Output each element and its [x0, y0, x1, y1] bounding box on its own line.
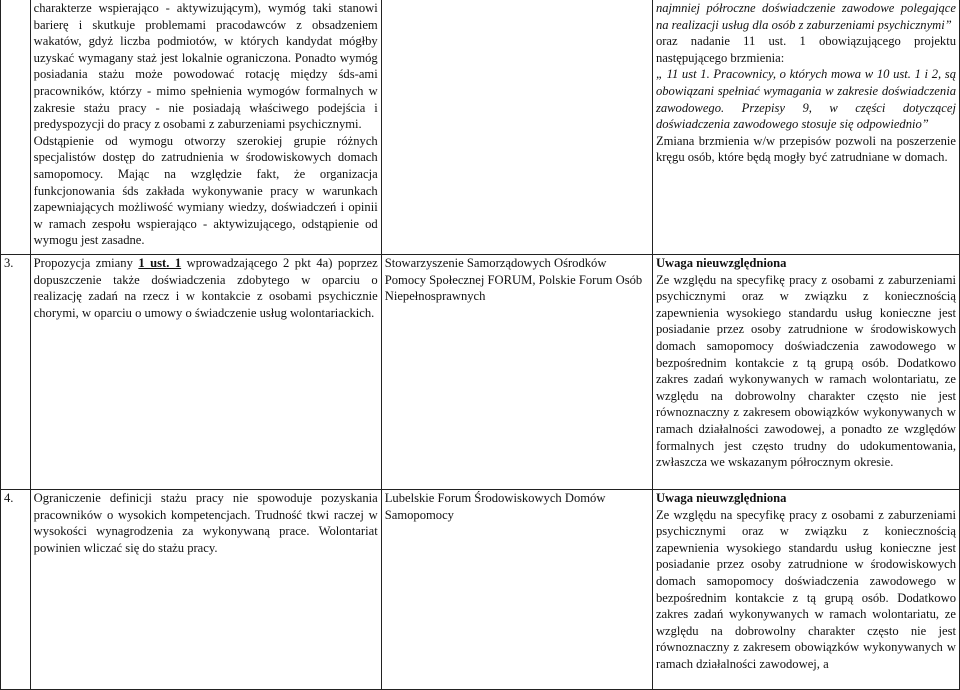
remark-cell: Ograniczenie definicji stażu pracy nie spowoduje pozyskania pracowników o wysokich kompetencjach. Trudność tkwi raczej w wysokości wynagrodzenia za wykonywaną prace. Wolontariat powinien wliczać się do stażu pracy.: [30, 490, 381, 690]
status-heading: Uwaga nieuwzględniona: [655, 491, 787, 505]
row-number: 4.: [1, 490, 31, 690]
response-text: oraz nadanie 11 ust. 1 obowiązującego projektu następującego brzmienia:: [655, 34, 956, 65]
remark-cell: [30, 0, 381, 255]
remark-text: wprowadzającego 2 pkt 4a) poprzez dopuszczenie także doświadczenia zdobytego w oparciu o realizację zadań na rzecz i w kontakcie z osobami psychicznie chorymi, w oparciu o umowy o świadczenie usług wolontariackich.: [33, 256, 378, 320]
table-row: [1, 490, 960, 690]
provision-reference: 1 ust. 1: [138, 256, 182, 270]
submitter-cell: Stowarzyszenie Samorządowych Ośrodków Pomocy Społecznej FORUM, Polskie Forum Osób Niepełnosprawnych: [381, 255, 652, 490]
response-cell: [652, 255, 959, 490]
submitter-cell: Lubelskie Forum Środowiskowych Domów Samopomocy: [381, 490, 652, 690]
table-row: [1, 0, 960, 255]
response-text: Zmiana brzmienia w/w przepisów pozwoli na poszerzenie kręgu osób, które będą mogły być zatrudniane w domach.: [655, 133, 956, 165]
row-number: [1, 0, 31, 255]
submitter-cell: [381, 0, 652, 255]
status-heading: Uwaga nieuwzględniona: [655, 256, 787, 270]
remark-text: Propozycja zmiany: [33, 256, 133, 270]
table-row: [1, 255, 960, 490]
quoted-provision: „ 11 ust 1. Pracownicy, o których mowa w 10 ust. 1 i 2, są obowiązani spełniać wymagania w zakresie doświadczenia zawodowego. Przepisy 9, w części dotyczącej doświadczenia zawodowego stosuje się odpowiednio”: [655, 67, 956, 132]
response-cell: [652, 0, 959, 255]
remark-paragraph: charakterze wspierająco - aktywizującym), wymóg taki stanowi barierę i skutkuje problemami pracodawców z obsadzeniem wakatów, gdyż liczba podmiotów, w których kandydat mógłby uzyskać wymagany staż jest lokalnie ograniczona. Ponadto wymóg posiadania stażu może powodować rotację między śds-ami pracowników, którzy - mimo spełnienia wymogów formalnych w zakresie stażu pracy - nie posiadają właściwego podejścia i predyspozycji do pracy z osobami z zaburzeniami psychicznymi.: [33, 1, 378, 132]
response-text: Ze względu na specyfikę pracy z osobami z zaburzeniami psychicznymi oraz w związku z koniecznością zapewnienia wysokiego standardu usług konieczne jest posiadanie przez osoby zatrudnione w środowiskowych domach samopomocy doświadczenia zawodowego w bezpośrednim kontakcie z tą grupą osób. Dodatkowo zakres zadań wykonywanych w ramach wolontariatu, ze względu na dobrowolny charakter często nie jest równoznaczny z zakresem obowiązków wykonywanych w ramach działalności zawodowej, a: [655, 507, 956, 671]
response-cell: [652, 490, 959, 690]
remark-paragraph: Odstąpienie od wymogu otworzy szerokiej grupie różnych specjalistów dostęp do zatrudnienia w środowiskowych domach samopomocy. Mając na względzie fakt, że organizacja funkcjonowania śds zakłada wykonywanie pracy w warunkach zapewniających możliwość wymiany wiedzy, doświadczeń i opinii w ramach zespołu wspierająco - aktywizującego, odstąpienie od wymogu jest zasadne.: [33, 133, 378, 248]
quoted-provision: najmniej półroczne doświadczenie zawodowe polegające na realizacji usług dla osób z zaburzeniami psychicznymi”: [655, 1, 956, 32]
remark-cell: [30, 255, 381, 490]
row-number: 3.: [1, 255, 31, 490]
response-text: Ze względu na specyfikę pracy z osobami z zaburzeniami psychicznymi oraz w związku z koniecznością zapewnienia wysokiego standardu usług konieczne jest posiadanie przez osoby zatrudnione w środowiskowych domach samopomocy doświadczenia zawodowego w bezpośrednim kontakcie z tą grupą osób. Dodatkowo zakres zadań wykonywanych w ramach wolontariatu, ze względu na dobrowolny charakter często nie jest równoznaczny z zakresem obowiązków wykonywanych w ramach działalności zawodowej, a ponadto ze względów formalnych jest często trudny do udokumentowania, zwłaszcza we wskazanym półrocznym okresie.: [655, 272, 956, 470]
